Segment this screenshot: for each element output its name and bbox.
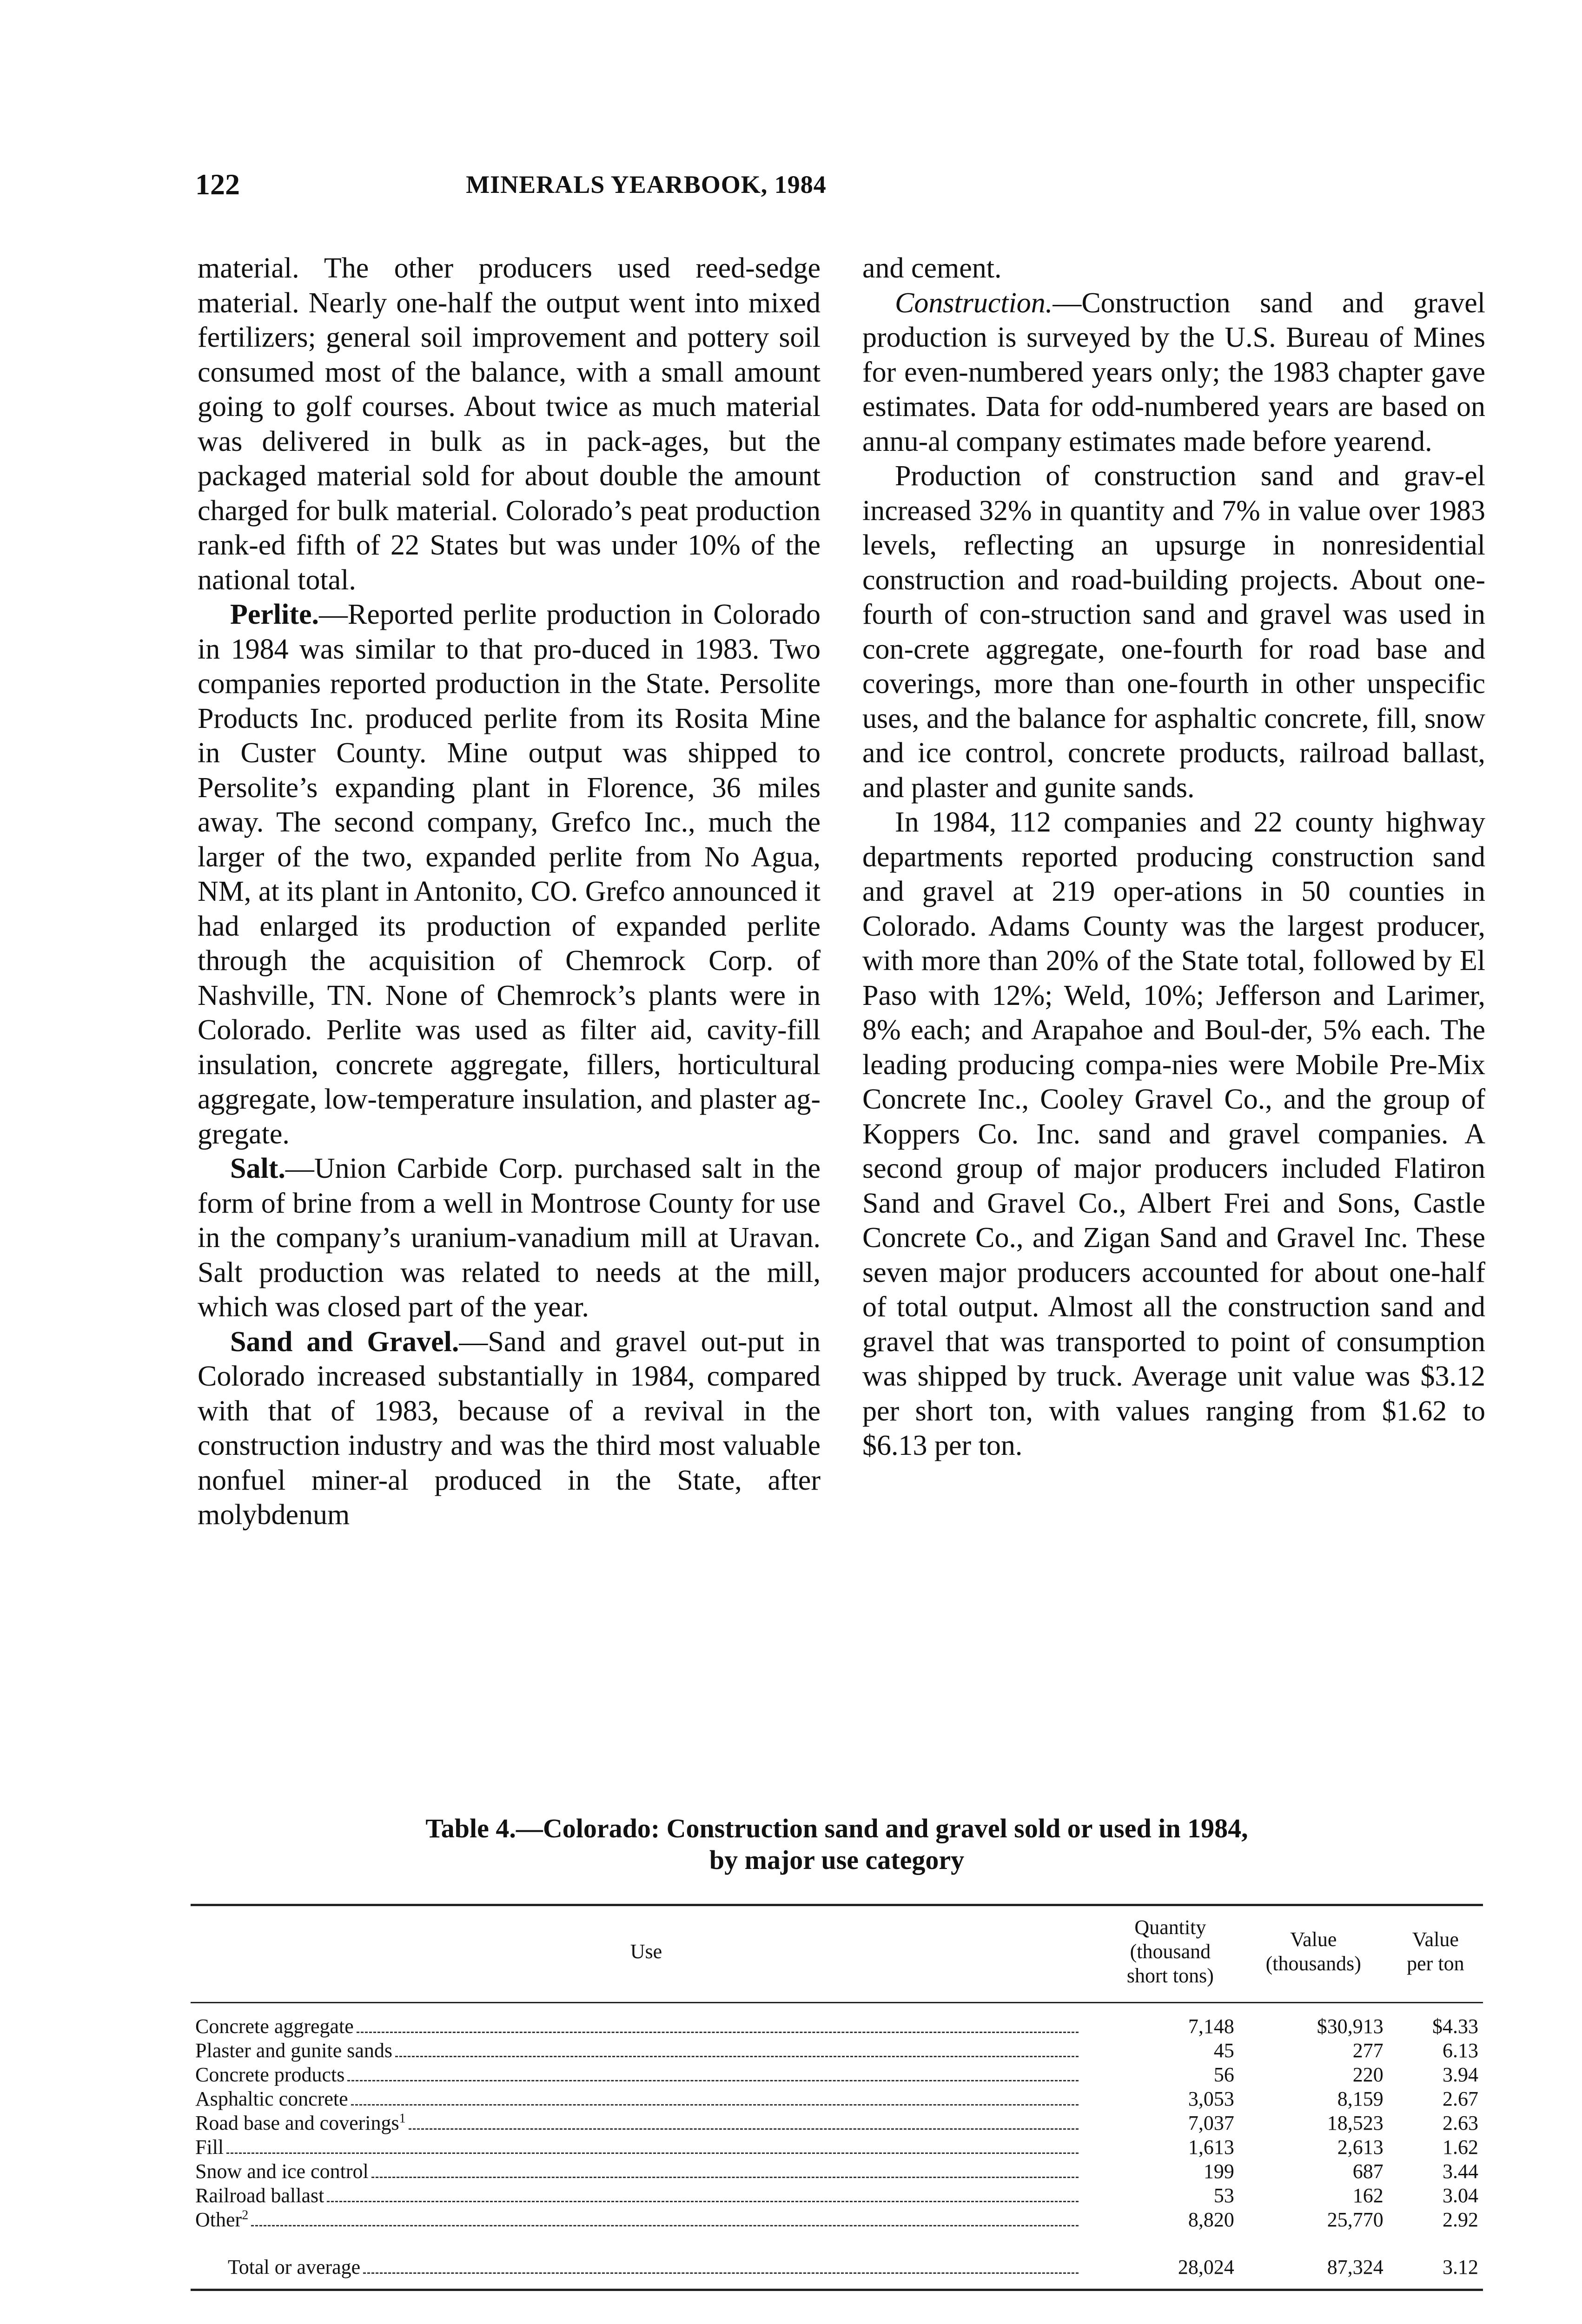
header-value-per-ton-line-2: per ton [1407, 1952, 1464, 1975]
per-ton-cell: 3.44 [1443, 2160, 1478, 2183]
paragraph-salt-body: —Union Carbide Corp. purchased salt in the form of brine from a well in Montrose County for use in the company’s uranium-vanadium mill at Uravan. Salt production was related to needs at the mill, which was closed part of the year. [198, 1153, 821, 1323]
quantity-cell: 8,820 [1188, 2208, 1234, 2231]
table-row [191, 2111, 1483, 2135]
run-in-heading-salt: Salt. [230, 1153, 285, 1184]
use-cell [191, 2087, 1102, 2111]
dot-leader [395, 2056, 1079, 2057]
paragraph-salt [198, 1151, 821, 1325]
run-in-heading-construction: Construction. [895, 287, 1053, 319]
use-cell [191, 2111, 1102, 2135]
total-use-cell [191, 2235, 1102, 2290]
table-row [191, 2208, 1483, 2235]
per-ton-cell: 3.94 [1443, 2063, 1478, 2086]
table-bottom-rule [191, 2290, 1483, 2301]
table-total-row [191, 2235, 1483, 2290]
paragraph-perlite-body: —Reported perlite production in Colorado in 1984 was similar to that pro-duced in 1983. Two companies reported production in the State. Persolite Products Inc. produced perlite from its Rosita Mine in Custer County. Mine output was shipped to Persolite’s expanding plant in Florence, 36 miles away. The second company, Grefco Inc., much the larger of the two, expanded perlite from No Agua, NM, at its plant in Antonito, CO. Grefco announced it had enlarged its production of expanded perlite through the acquisition of Chemrock Corp. of Nashville, TN. None of Chemrock’s plants were in Colorado. Perlite was used as filter aid, cavity-fill insulation, concrete aggregate, fillers, horticultural aggregate, low-temperature insulation, and plaster ag-gregate. [198, 599, 821, 1150]
table-title [191, 1813, 1483, 1876]
use-cell [191, 2003, 1102, 2039]
header-value [1239, 1905, 1388, 2003]
quantity-cell: 1,613 [1188, 2136, 1234, 2159]
footnote-ref: 1 [399, 2111, 406, 2126]
value-cell: 25,770 [1327, 2208, 1383, 2231]
dot-leader [226, 2152, 1079, 2154]
header-quantity-line-2: (thousand [1130, 1940, 1211, 1963]
dot-leader [357, 2032, 1079, 2033]
per-ton-cell: 2.63 [1443, 2112, 1478, 2134]
dot-leader [363, 2272, 1079, 2274]
paragraph-construction [862, 286, 1485, 459]
paragraph-production: Production of construction sand and grav-el increased 32% in quantity and 7% in value over 1983 levels, reflecting an upsurge in nonresidential construction and road-building projects. About one-fourth of con-struction sand and gravel was used in con-crete aggregate, one-fourth for road base and coverings, more than one-fourth in other unspecific uses, and the balance for asphaltic concrete, fill, snow and ice control, concrete products, railroad ballast, and plaster and gunite sands. [862, 460, 1485, 804]
per-ton-cell: 1.62 [1443, 2136, 1478, 2159]
value-cell: $30,913 [1317, 2015, 1383, 2038]
value-cell: 18,523 [1327, 2112, 1383, 2134]
per-ton-cell: 3.04 [1443, 2184, 1478, 2207]
use-label: Fill [195, 2136, 224, 2159]
total-label: Total or average [228, 2256, 361, 2278]
use-label: Railroad ballast [195, 2184, 324, 2207]
run-in-heading-perlite: Perlite. [230, 599, 319, 630]
dot-leader [327, 2201, 1079, 2202]
table-row [191, 2039, 1483, 2063]
header-use: Use [191, 1905, 1102, 2003]
dot-leader [409, 2128, 1079, 2130]
quantity-cell: 7,037 [1188, 2112, 1234, 2134]
use-label [195, 2208, 248, 2232]
per-ton-cell: 2.92 [1443, 2208, 1478, 2231]
use-cell [191, 2208, 1102, 2235]
total-value-cell: 87,324 [1327, 2256, 1383, 2278]
value-cell: 2,613 [1337, 2136, 1383, 2159]
header-value-line-1: Value [1290, 1928, 1337, 1951]
running-title: MINERALS YEARBOOK, 1984 [466, 171, 827, 198]
paragraph-sand-gravel [198, 1325, 821, 1532]
paragraph-construction-body: —Construction sand and gravel production is surveyed by the U.S. Bureau of Mines for even-numbered years only; the 1983 chapter gave estimates. Data for odd-numbered years are based on annu-al company estimates made before yearend. [862, 287, 1485, 457]
quantity-cell: 45 [1213, 2039, 1234, 2062]
use-cell [191, 2063, 1102, 2087]
table-body [191, 2003, 1483, 2290]
header-quantity-line-1: Quantity [1134, 1916, 1206, 1939]
use-label-text: Road base and coverings [195, 2112, 399, 2134]
quantity-cell: 3,053 [1188, 2087, 1234, 2110]
header-value-per-ton-line-1: Value [1412, 1928, 1459, 1951]
table-title-line-2: by major use category [709, 1845, 965, 1875]
table-header-row [191, 1905, 1483, 2003]
use-label: Snow and ice control [195, 2160, 369, 2183]
quantity-cell: 56 [1213, 2063, 1234, 2086]
value-cell: 687 [1352, 2160, 1383, 2183]
use-label: Concrete aggregate [195, 2015, 354, 2038]
left-column [198, 251, 821, 1532]
value-cell: 8,159 [1337, 2087, 1383, 2110]
paragraph-cement-continued: and cement. [862, 252, 1002, 284]
table-row [191, 2063, 1483, 2087]
table-title-line-1: Table 4.—Colorado: Construction sand and gravel sold or used in 1984, [425, 1813, 1248, 1843]
value-cell: 220 [1352, 2063, 1383, 2086]
quantity-cell: 53 [1213, 2184, 1234, 2207]
header-quantity-line-3: short tons) [1126, 1964, 1214, 1987]
value-cell: 277 [1352, 2039, 1383, 2062]
quantity-cell: 7,148 [1188, 2015, 1234, 2038]
table-4 [191, 1813, 1483, 2324]
total-quantity-cell: 28,024 [1178, 2256, 1234, 2278]
use-category-table [191, 1904, 1483, 2300]
per-ton-cell: $4.33 [1432, 2015, 1478, 2038]
dot-leader [371, 2177, 1079, 2178]
page-number: 122 [195, 168, 240, 201]
use-cell [191, 2184, 1102, 2208]
per-ton-cell: 6.13 [1443, 2039, 1478, 2062]
use-label-text: Other [195, 2208, 242, 2231]
use-label: Plaster and gunite sands [195, 2039, 393, 2062]
table-row [191, 2159, 1483, 2184]
table-row [191, 2087, 1483, 2111]
value-cell: 162 [1352, 2184, 1383, 2207]
run-in-heading-sand-gravel: Sand and Gravel. [230, 1326, 459, 1358]
footnote-ref: 2 [242, 2208, 249, 2223]
paragraph-peat-continued: material. The other producers used reed-sedge material. Nearly one-half the output went into mixed fertilizers; general soil improvement and pottery soil consumed most of the balance, with a small amount going to golf courses. About twice as much material was delivered in bulk as in pack-ages, but the packaged material sold for about double the amount charged for bulk material. Colorado’s peat production rank-ed fifth of 22 States but was under 10% of the national total. [198, 252, 821, 596]
right-column [862, 251, 1485, 1463]
use-cell [191, 2159, 1102, 2184]
per-ton-cell: 2.67 [1443, 2087, 1478, 2110]
dot-leader [251, 2225, 1079, 2226]
table-row [191, 2184, 1483, 2208]
table-row [191, 2135, 1483, 2159]
paragraph-perlite [198, 597, 821, 1151]
dot-leader [351, 2104, 1079, 2106]
total-per-ton-cell: 3.12 [1443, 2256, 1478, 2278]
paragraph-companies: In 1984, 112 companies and 22 county highway departments reported producing construction sand and gravel at 219 oper-ations in 50 counties in Colorado. Adams County was the largest producer, with more than 20% of the State total, followed by El Paso with 12%; Weld, 10%; Jefferson and Larimer, 8% each; and Arapahoe and Boul-der, 5% each. The leading producing compa-nies were Mobile Pre-Mix Concrete Inc., Cooley Gravel Co., and the group of Koppers Co. Inc. sand and gravel companies. A second group of major producers included Flatiron Sand and Gravel Co., Albert Frei and Sons, Castle Concrete Co., and Zigan Sand and Gravel Inc. These seven major producers accounted for about one-half of total output. Almost all the construction sand and gravel that was transported to point of consumption was shipped by truck. Average unit value was $3.12 per short ton, with values ranging from $1.62 to $6.13 per ton. [862, 806, 1485, 1461]
use-cell [191, 2135, 1102, 2159]
use-label: Asphaltic concrete [195, 2087, 348, 2110]
quantity-cell: 199 [1203, 2160, 1234, 2183]
page-header [195, 167, 1097, 205]
dot-leader [347, 2080, 1079, 2081]
header-quantity [1102, 1905, 1239, 2003]
table-row [191, 2003, 1483, 2039]
use-label: Concrete products [195, 2063, 345, 2086]
use-cell [191, 2039, 1102, 2063]
paragraph-sand-gravel-body: —Sand and gravel out-put in Colorado increased substantially in 1984, compared with that of 1983, because of a revival in the construction industry and was the third most valuable nonfuel miner-al produced in the State, after molybdenum [198, 1326, 821, 1531]
use-label [195, 2111, 406, 2135]
header-value-per-ton [1388, 1905, 1483, 2003]
header-value-line-2: (thousands) [1265, 1952, 1361, 1975]
